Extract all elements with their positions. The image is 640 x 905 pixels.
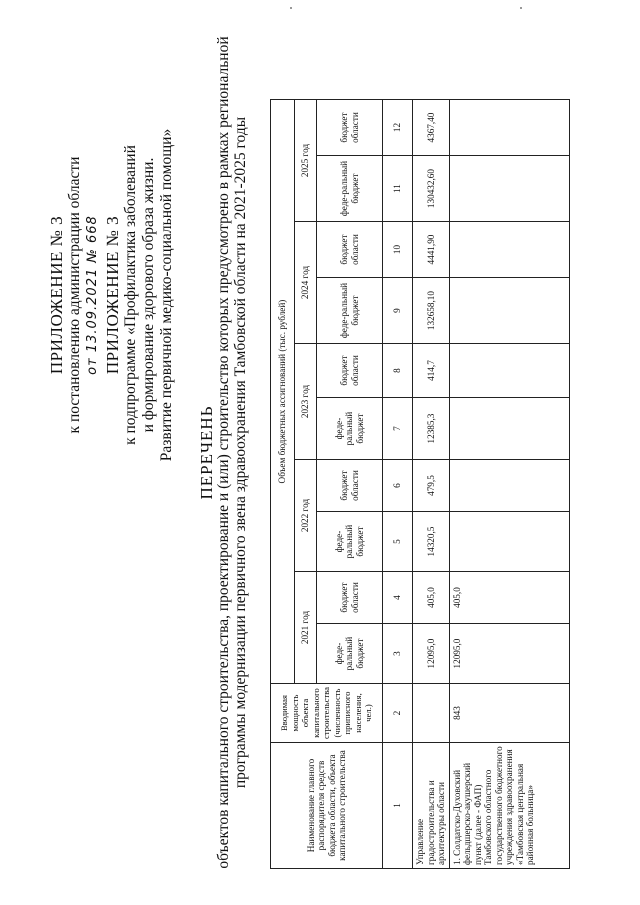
- header-name-cell: Наименование главного распорядителя средств бюджета области, объекта капитального строительства: [271, 743, 383, 869]
- year-2021: 2021 год: [295, 572, 317, 684]
- column-number: 2: [383, 684, 413, 743]
- title-caption: ПЕРЕЧЕНЬ: [197, 405, 216, 500]
- column-number: 10: [383, 222, 413, 278]
- subheader-regional: бюджет области: [317, 344, 383, 398]
- row-name: Управление градостроительства и архитектуры области: [413, 743, 450, 869]
- year-2024: 2024 год: [295, 222, 317, 344]
- value-cell: [449, 398, 569, 460]
- subheader-federal: феде-ральный бюджет: [317, 624, 383, 684]
- column-number: 12: [383, 100, 413, 156]
- appendix-top-label: ПРИЛОЖЕНИЕ № 3: [47, 215, 66, 375]
- value-cell: 4367,40: [413, 100, 450, 156]
- document-title: [198, 0, 249, 905]
- row-capacity: 843: [449, 684, 569, 743]
- column-number: 4: [383, 572, 413, 624]
- table-row: [449, 100, 569, 869]
- value-cell: [449, 344, 569, 398]
- value-cell: 130432,60: [413, 156, 450, 222]
- subheader-regional: бюджет области: [317, 222, 383, 278]
- column-number: 11: [383, 156, 413, 222]
- column-number: 8: [383, 344, 413, 398]
- value-cell: [449, 512, 569, 572]
- value-cell: 479,5: [413, 460, 450, 512]
- column-number-row: [383, 100, 413, 869]
- year-2025: 2025 год: [295, 100, 317, 222]
- row-capacity: [413, 684, 450, 743]
- subheader-federal: феде-ральный бюджет: [317, 512, 383, 572]
- handwritten-date-number: от 13.09.2021 № 668: [85, 215, 100, 375]
- title-line-1: объектов капитального строительства, проектирование и (или) строительство которых предусмотрено в рамках региональной: [215, 36, 232, 869]
- row-name: 1. Солдатско-Духовский фельдшерско-акушерский пункт (далее - ФАП) Тамбовского областного государственного бюджетного учреждения здравоохранения «Тамбовская центральная районная больница»: [449, 743, 569, 869]
- subprogram-line-3: Развитие первичной медико-социальной помощи»: [158, 128, 175, 462]
- appendix-header: [48, 15, 176, 575]
- value-cell: 12385,3: [413, 398, 450, 460]
- year-2022: 2022 год: [295, 460, 317, 572]
- scan-margin-mark: [520, 7, 522, 9]
- objects-table: [270, 99, 570, 869]
- value-cell: [449, 278, 569, 344]
- header-funds-cell: Объем бюджетных ассигнований (тыс. рублей): [271, 100, 295, 684]
- value-cell: [449, 100, 569, 156]
- subheader-federal: феде-ральный бюджет: [317, 278, 383, 344]
- value-cell: 414,7: [413, 344, 450, 398]
- subheader-federal: феде-ральный бюджет: [317, 156, 383, 222]
- value-cell: 4441,90: [413, 222, 450, 278]
- value-cell: 132658,10: [413, 278, 450, 344]
- subprogram-line-2: и формирование здорового образа жизни.: [140, 157, 157, 433]
- year-2023: 2023 год: [295, 344, 317, 460]
- decree-reference: к постановлению администрации области: [66, 156, 83, 434]
- subheader-regional: бюджет области: [317, 572, 383, 624]
- value-cell: [449, 460, 569, 512]
- value-cell: [449, 156, 569, 222]
- subheader-regional: бюджет области: [317, 460, 383, 512]
- column-number: 6: [383, 460, 413, 512]
- subprogram-line-1: к подпрограмме «Профилактика заболеваний: [122, 145, 139, 445]
- title-line-2: программы модернизации первичного звена здравоохранения Тамбовской области на 2021-2025 годы: [232, 116, 249, 789]
- column-number: 7: [383, 398, 413, 460]
- scan-margin-mark: [290, 7, 292, 9]
- value-cell: 14320,5: [413, 512, 450, 572]
- table-row: [413, 100, 450, 869]
- value-cell: 405,0: [413, 572, 450, 624]
- subheader-federal: феде-ральный бюджет: [317, 398, 383, 460]
- column-number: 1: [383, 743, 413, 869]
- value-cell: 405,0: [449, 572, 569, 624]
- column-number: 9: [383, 278, 413, 344]
- value-cell: 12095,0: [449, 624, 569, 684]
- header-capacity-cell: Вводимая мощность объекта капитального строительства (численность приписного населения, чел.): [271, 684, 383, 743]
- column-number: 3: [383, 624, 413, 684]
- value-cell: 12095,0: [413, 624, 450, 684]
- value-cell: [449, 222, 569, 278]
- subheader-regional: бюджет области: [317, 100, 383, 156]
- column-number: 5: [383, 512, 413, 572]
- appendix-sub-label: ПРИЛОЖЕНИЕ № 3: [103, 215, 122, 375]
